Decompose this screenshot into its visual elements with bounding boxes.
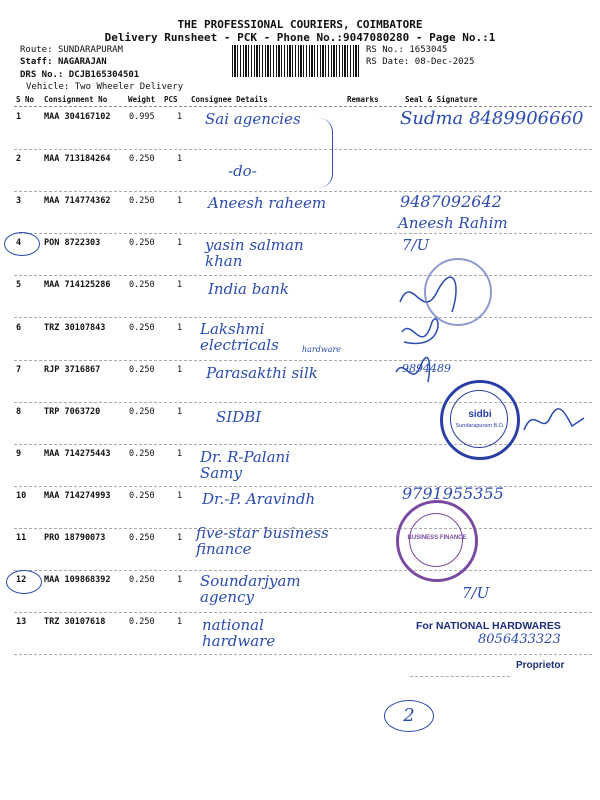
rs-date-value: 08-Dec-2025 — [414, 57, 475, 67]
rs-no-line — [366, 45, 447, 55]
row-weight: 0.250 — [129, 533, 155, 543]
staff-value: NAGARAJAN — [57, 57, 107, 67]
staff-line — [20, 57, 107, 67]
col-pcs: PCS — [164, 95, 178, 104]
staff-label: Staff: — [20, 57, 53, 67]
row-pcs: 1 — [177, 364, 183, 375]
row-sno: 3 — [16, 196, 22, 207]
row-sno: 1 — [16, 112, 22, 122]
row-pcs: 1 — [177, 322, 183, 333]
row-sno: 2 — [16, 154, 22, 165]
row-weight: 0.250 — [129, 154, 155, 165]
hand-r12: Soundarjyam agency — [200, 572, 301, 606]
signature-row3-phone: 9487092642 — [400, 192, 502, 211]
stamp-national-hardwares: For NATIONAL HARDWARES — [416, 620, 561, 632]
row-sno: 4 — [16, 238, 22, 249]
hand-r11: five-star business finance — [196, 524, 329, 558]
barcode — [232, 45, 360, 77]
circled-page-mark — [384, 700, 434, 732]
row-consignment: MAA 714125286 — [44, 280, 111, 291]
hand-r6-hardware: hardware — [302, 345, 342, 354]
signature-row4: 7/U — [402, 236, 430, 254]
header-divider — [14, 106, 592, 107]
row-consignment: MAA 713184264 — [44, 154, 111, 165]
col-consignee: Consignee Details — [191, 95, 268, 104]
row-weight: 0.250 — [129, 490, 155, 501]
hand-r8: SIDBI — [216, 408, 262, 426]
row-consignment: TRP 7063720 — [44, 406, 101, 417]
hand-r2: -do- — [228, 162, 257, 180]
hand-r3: Aneesh raheem — [208, 194, 327, 212]
vehicle-line: Vehicle: Two Wheeler Delivery — [26, 82, 184, 92]
signature-row8 — [520, 400, 590, 440]
row-consignment: RJP 3716867 — [44, 364, 101, 375]
signature-row7: 9894489 — [402, 362, 451, 375]
table-row — [14, 150, 592, 192]
row-weight: 0.250 — [129, 196, 155, 207]
col-seal: Seal & Signature — [405, 95, 478, 104]
row-weight: 0.250 — [129, 617, 155, 628]
row-pcs: 1 — [177, 196, 183, 207]
circle-mark-row12 — [6, 570, 42, 594]
row-weight: 0.250 — [129, 406, 155, 417]
stamp-sidbi-sub: Sundarapuram B.O. — [455, 423, 505, 429]
row-sno: 8 — [16, 406, 22, 417]
col-sno: S No — [16, 95, 35, 104]
row-weight: 0.250 — [129, 280, 155, 291]
row-sno: 11 — [16, 533, 27, 543]
row-sno: 9 — [16, 448, 22, 459]
drs-label: DRS No.: — [20, 70, 64, 80]
stamp-business-finance — [396, 500, 478, 582]
row-consignment: MAA 714275443 — [44, 448, 111, 459]
signature-row1: Sudma 8489906660 — [400, 108, 584, 129]
row-weight: 0.250 — [129, 575, 155, 586]
rs-no-label: RS No.: — [366, 45, 404, 55]
row-sno: 6 — [16, 322, 22, 333]
stamp-sidbi-text: sidbi — [468, 409, 492, 420]
circle-mark-row4 — [4, 232, 40, 256]
drs-value: DCJB165304501 — [68, 70, 140, 80]
row-divider — [14, 654, 592, 655]
row-pcs: 1 — [177, 575, 183, 586]
row-pcs: 1 — [177, 238, 183, 249]
hand-r1: Sai agencies — [205, 110, 301, 128]
route-line — [20, 45, 123, 55]
row-weight: 0.250 — [129, 322, 155, 333]
row-pcs: 1 — [177, 533, 183, 543]
rs-date-label: RS Date: — [366, 57, 410, 67]
row-pcs: 1 — [177, 490, 183, 501]
signature-row13: 8056433323 — [478, 632, 561, 647]
hand-r6: Lakshmi electricals — [200, 320, 279, 354]
hand-r7: Parasakthi silk — [206, 364, 318, 382]
stamp-finance-text: BUSINESS FINANCE — [407, 535, 467, 541]
runsheet-subtitle: Delivery Runsheet - PCK - Phone No.:9047080280 - Page No.:1 — [104, 31, 496, 44]
row-sno: 13 — [16, 617, 27, 628]
hand-r5: India bank — [208, 280, 289, 298]
row-pcs: 1 — [177, 617, 183, 628]
row-consignment: MAA 714774362 — [44, 196, 111, 207]
row-consignment: MAA 109868392 — [44, 575, 111, 586]
hand-r10: Dr.-P. Aravindh — [202, 490, 316, 508]
row-pcs: 1 — [177, 406, 183, 417]
row-weight: 0.995 — [129, 112, 155, 122]
drs-line — [20, 70, 139, 80]
row-sno: 7 — [16, 364, 22, 375]
stamp-proprietor: Proprietor — [516, 660, 565, 671]
row-weight: 0.250 — [129, 238, 155, 249]
signature-row10: 9791955355 — [402, 484, 504, 503]
circled-number: 2 — [403, 705, 415, 726]
stamp-row5 — [424, 258, 492, 326]
col-weight: Weight — [128, 95, 156, 104]
route-label: Route: — [20, 45, 53, 55]
row-weight: 0.250 — [129, 448, 155, 459]
row-consignment: PRO 18790073 — [44, 533, 106, 543]
signature-row12: 7/U — [462, 584, 490, 602]
hand-r13: national hardware — [202, 616, 276, 650]
row-consignment: TRZ 30107843 — [44, 322, 106, 333]
hand-r9: Dr. R-Palani Samy — [200, 448, 291, 482]
signature-row3-name: Aneesh Rahim — [398, 214, 508, 232]
row-consignment: PON 8722303 — [44, 238, 101, 249]
ditto-bracket — [318, 118, 333, 188]
row-consignment: MAA 714274993 — [44, 490, 111, 501]
runsheet-title: THE PROFESSIONAL COURIERS, COIMBATORE — [177, 18, 423, 31]
col-remarks: Remarks — [347, 95, 379, 104]
rs-no-value: 1653045 — [409, 45, 448, 55]
row-pcs: 1 — [177, 448, 183, 459]
row-pcs: 1 — [177, 112, 183, 122]
col-consignment: Consignment No — [44, 95, 108, 104]
footer-divider — [410, 676, 510, 677]
row-sno: 12 — [16, 575, 27, 586]
hand-r4: yasin salman khan — [205, 236, 304, 270]
route-value: SUNDARAPURAM — [57, 45, 123, 55]
rs-date-line — [366, 57, 474, 67]
row-pcs: 1 — [177, 154, 183, 165]
row-sno: 5 — [16, 280, 22, 291]
stamp-sidbi — [440, 380, 520, 460]
row-weight: 0.250 — [129, 364, 155, 375]
row-sno: 10 — [16, 490, 27, 501]
row-pcs: 1 — [177, 280, 183, 291]
row-consignment: TRZ 30107618 — [44, 617, 106, 628]
row-consignment: MAA 304167102 — [44, 112, 111, 122]
